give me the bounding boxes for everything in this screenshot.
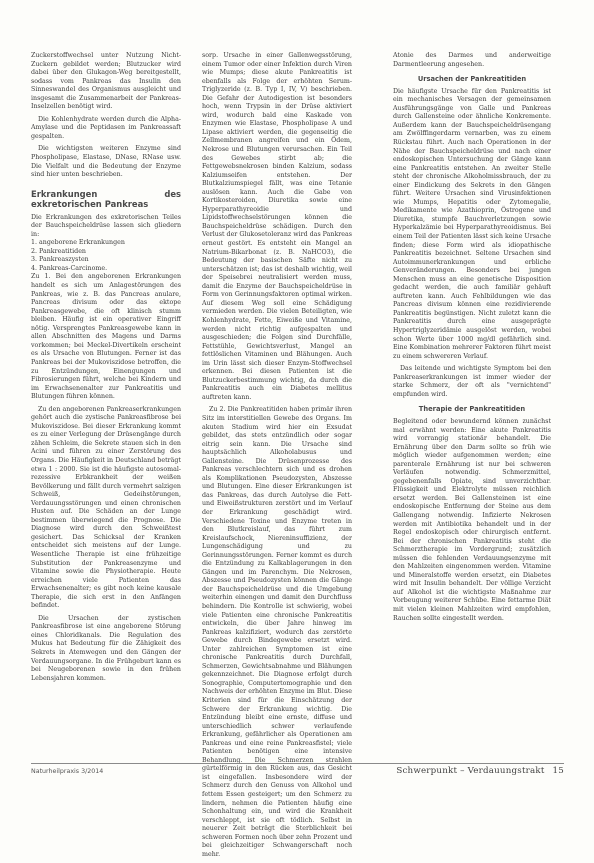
issue-label: Naturheilpraxis 3/2014 — [31, 768, 104, 775]
footer-divider — [31, 763, 564, 764]
paragraph: Die Kohlenhydrate werden durch die Alpha-Amylase und die Peptidasen im Pankreassaft gespalten. — [31, 115, 181, 140]
paragraph: Zuckerstoffwechsel unter Nutzung Nicht-Zuckern gebildet werden; Blutzucker wird dabei über den Glukagon-Weg bereitgestellt, sodass vom Pankreas das Insulin den Sinneswandel des Organismus ausgleicht und insgesamt die Zusammenarbeit der Pankreas-Inselzellen benötigt wird. — [31, 52, 181, 111]
paragraph: Die Ursachen der zystischen Pankreasfibrose ist eine angeborene Störung eines Chloridkanals. Die Regulation des Mukus hat Bedeutung für die Zähigkeit des Sekrets in Atemwegen und den Gängen der Verdauungsorgane. In die Frühgeburt kann es bei Neugeborenen sowie in den frühen Lebensjahren kommen. — [31, 614, 181, 682]
text-column-left — [31, 52, 181, 687]
paragraph: Begleitend oder bewundernd können zunächst mal erwähnt werden: Eine akute Pankreatitis wird vorrangig stationär behandelt. Die Ernährung über den Darm sollte so früh wie möglich wieder aufgenommen werden; eine parenterale Ernährung ist nur bei schweren Verläufen notwendig. Schmerzmittel, gegebenenfalls Opiate, sind unverzichtbar. Flüssigkeit und Elektrolyte müssen reichlich ersetzt werden. Bei Gallensteinen ist eine endoskopische Entfernung der Steine aus dem Gallengang notwendig. Infizierte Nekrosen werden mit Antibiotika behandelt und in der Regel endoskopisch oder chirurgisch entfernt. Bei der chronischen Pankreatitis steht die Schmerztherapie im Vordergrund; zusätzlich müssen die fehlenden Verdauungsenzyme mit den Mahlzeiten eingenommen werden. Vitamine und Mineralstoffe werden ersetzt, ein Diabetes wird mit Insulin behandelt. Der völlige Verzicht auf Alkohol ist die wichtigste Maßnahme zur Vorbeugung weiterer Schübe. Eine fettarme Diät mit vielen kleinen Mahlzeiten wird empfohlen, Rauchen sollte eingestellt werden. — [393, 417, 551, 622]
paragraph: Zu 1. Bei den angeborenen Erkrankungen handelt es sich um Anlagestörungen des Pankreas, wie z. B. das Pancreas anulare, Pancreas divisum oder das ektope Pankreasgewebe, die oft klinisch stumm bleiben. Häufig ist ein operativer Eingriff nötig. Versprengtes Pankreasgewebe kann in allen Abschnitten des Magens und Darms vorkommen; bei Meckel-Divertikeln erscheint es als Ursache von Blutungen. Ferner ist das Pankreas bei der Mukoviszidose betroffen, die zu Entzündungen, Einengungen und Fibrosierungen führt, welche bei Kindern und im Erwachsenenalter zur Pankreatitis und Blutungen führen können. — [31, 273, 181, 401]
section-heading: Erkrankungen des exkretorischen Pankreas — [31, 188, 181, 210]
paragraph: Atonie des Darmes und anderweitige Darmentleerung angesehen. — [393, 52, 551, 68]
disease-list — [31, 239, 181, 273]
list-item: 4. Pankreas-Carcinome. — [31, 264, 108, 272]
running-footer — [396, 766, 564, 776]
paragraph: Die häufigste Ursache für den Pankreatitis ist ein mechanisches Versagen der gemeinsamen Ausführungsgänge von Galle und Pankreas durch Gallensteine oder ähnliche Konkremente. Außerdem kann der Bauchspeicheldrüsengang am Zwölffingerdarm vernarben, was zu einem Rückstau führt. Auch nach Operationen in der Nähe der Bauchspeicheldrüse und nach einer endoskopischen Untersuchung der Gänge kann eine Pankreatitis entstehen. An zweiter Stelle steht der chronische Alkoholmissbrauch, der zu einer Eindickung des Sekrets in den Gängen führt. Weitere Ursachen sind Virusinfektionen wie Mumps, Hepatitis oder Zytomegalie, Medikamente wie Azathioprin, Östrogene und Diuretika, stumpfe Bauchverletzungen sowie Hyperkalzämie bei Hyperparathyreoidismus. Bei einem Teil der Patienten lässt sich keine Ursache finden; diese Form wird als idiopathische Pankreatitis bezeichnet. Seltene Ursachen sind Autoimmunerkrankungen und erbliche Genveränderungen. Besonders bei jungen Menschen muss an eine genetische Disposition gedacht werden, die auch familiär gehäuft auftreten kann. Auch Fehlbildungen wie das Pancreas divisum können eine rezidivierende Pankreatitis begünstigen. Nicht zuletzt kann die Pankreatitis durch eine ausgeprägte Hypertriglyzeridämie ausgelöst werden, wobei schon Werte über 1000 mg/dl gefährlich sind. Eine Kombination mehrerer Faktoren führt meist zu einem schwereren Verlauf. — [393, 87, 551, 360]
paragraph: Die Erkrankungen des exkretorischen Teiles der Bauchspeicheldrüse lassen sich gliedern in: — [31, 213, 181, 238]
text-column-middle — [202, 52, 352, 863]
paragraph: Das leitende und wichtigste Symptom bei den Pankreaserkrankungen ist immer wieder der starke Schmerz, der oft als "vernichtend" empfunden wird. — [393, 365, 551, 398]
page-footer — [0, 763, 594, 783]
text-column-right — [393, 52, 551, 627]
paragraph: Zu 2. Die Pankreatitiden haben primär ihren Sitz im interstitiellen Gewebe des Organs. Im akuten Stadium wird hier ein Exsudat gebildet, das stets entzündlich oder sogar eitrig sein kann. Die Ursache sind hauptsächlich Alkoholabusus und Gallensteine. Die Drüsenprozesse des Pankreas verschlechtern sich und es drohen als Komplikationen Pseudozysten, Abszesse und Blutungen. Eine dieser Erkrankungen ist das Pankreas, das durch Autolyse die Fett- und Eiweißstrukturen zerstört und im Verlauf der Erkrankung geschädigt wird. Verschiedene Toxine und Enzyme treten in den Blutkreislauf, das führt zum Kreislaufschock, Niereninsuffizienz, der Lungenschädigung und zu Gerinnungsstörungen. Ferner kommt es durch die Entzündung zu Kalkablagerungen in den Gängen und im Parenchym. Die Nekrosen, Abszesse und Pseudozysten können die Gänge der Bauchspeicheldrüse und die Umgebung weiterhin einengen und damit den Durchfluss behindern. Die Kontrolle ist schwierig, wobei viele Patienten eine chronische Pankreatitis entwickeln, die über Jahre hinweg im Pankreas kalzifiziert, wodurch das zerstörte Gewebe durch Bindegewebe ersetzt wird. Unter zahlreichen Symptomen ist eine chronische Pankreatitis durch Durchfall, Schmerzen, Gewichtsabnahme und Blähungen gekennzeichnet. Die Diagnose erfolgt durch Sonographie, Computertomographie und den Nachweis der erhöhten Enzyme im Blut. Diese Kriterien sind für die Einschätzung der Schwere der Erkrankung wichtig. Die Entzündung bleibt eine ernste, diffuse und unterschiedlich schwer verlaufende Erkrankung, gefährlicher als Operationen am Pankreas und eine reine Pankreasfistel; viele Patienten benötigen eine intensive Behandlung. Die Schmerzen strahlen gürtelförmig in den Rücken aus, das Gesicht ist eingefallen. Insbesondere wird der Schmerz durch den Genuss von Alkohol und fettem Essen gesteigert; um den Schmerz zu lindern, nehmen die Patienten häufig eine Schonhaltung ein, und wird die Krankheit verschleppt, ist sie oft tödlich. Selbst in neuerer Zeit beträgt die Sterblichkeit bei schweren Formen noch über zehn Prozent und bei gleichzeitiger Schwangerschaft noch mehr. — [202, 406, 352, 858]
paragraph: sorp. Ursache in einer Gallenwegsstörung, einem Tumor oder einer Infektion durch Viren wie Mumps; diese akute Pankreatitis ist ebenfalls als Folge der erhöhten Serum-Triglyzeride (z. B. Typ I, IV, V) beschrieben. Die Gefahr der Autodigestion ist besonders hoch, wenn Trypsin in der Drüse aktiviert wird, wodurch bald eine Kaskade von Enzymen wie Elastase, Phospholipase A und Lipase aktiviert werden, die gegenseitig die Zellmembranen angreifen und ein Ödem, Nekrose und Blutungen verursachen. Ein Teil des Gewebes stirbt ab; die Fettgewebsnekrosen binden Kalzium, sodass Kalziumseifen entstehen. Der Blutkalziumspiegel fällt, was eine Tetanie auslösen kann. Auch die Gabe von Kortikosteroiden, Diuretika sowie eine Hyperparathyreoidie und Lipidstoffwechselstörungen können die Bauchspeicheldrüse schädigen. Durch den Verlust der Glukosetoleranz wird das Pankreas erneut gestört. Es entsteht ein Mangel an Natrium-Bikarbonat (z. B. NaHCO3), die Bedeutung der basischen Säfte nicht zu unterschätzen ist; das ist deshalb wichtig, weil der Speisebrei neutralisiert werden muss, damit die Enzyme der Bauchspeicheldrüse in Form von Gerinnungsfaktoren optimal wirken. Auf diesem Weg soll eine Schädigung vermieden werden. Die vielen Beteiligten, wie Kohlenhydrate, Fette, Eiweiße und Vitamine, werden nicht richtig aufgespalten und ausgeschieden; die Folgen sind Durchfälle, Fettstühle, Gewichtsverlust, Mangel an fettlöslichen Vitaminen und Blähungen. Auch im Urin lässt sich dieser Enzym-Stoffwechsel erkennen. Bei diesen Patienten ist die Blutzuckerbestimmung wichtig, da durch die Pankreatitis auch ein Diabetes mellitus auftreten kann. — [202, 52, 352, 401]
section-heading: Therapie der Pankreatitiden — [418, 405, 526, 414]
section-title: Schwerpunkt – Verdauungstrakt — [396, 766, 545, 776]
page-number: 15 — [552, 766, 564, 776]
section-heading: Ursachen der Pankreatitiden — [417, 75, 527, 84]
paragraph: Die wichtigsten weiteren Enzyme sind Phospholipase, Elastase, DNase, RNase usw. Die Vielfalt und die Bedeutung der Enzyme sind hier unten beschrieben. — [31, 145, 181, 179]
list-item: 2. Pankreatitiden — [31, 247, 86, 255]
list-item: 3. Pankreaszysten — [31, 256, 89, 264]
list-item: 1. angeborene Erkrankungen — [31, 239, 125, 247]
paragraph: Zu den angeborenen Pankreaserkrankungen gehört auch die zystische Pankreasfibrose bei Mukoviszidose. Bei dieser Erkrankung kommt es zu einer Verlegung der Drüsengänge durch zähen Schleim, die Sekrete stauen sich in den Acini und führen zu einer Zerstörung des Organs. Die Häufigkeit in Deutschland beträgt etwa 1 : 2000. Sie ist die häufigste autosomal-rezessive Erbkrankheit der weißen Bevölkerung und fällt durch vermehrt salzigen Schweiß, Gedeihstörungen, Verdauungsstörungen und einen chronischen Husten auf. Die Schäden an der Lunge bestimmen überwiegend die Prognose. Die Diagnose wird durch den Schweißtest gesichert. Das Schicksal der Kranken entscheidet sich meistens auf der Lunge. Wesentliche Therapie ist eine frühzeitige Substitution der Pankreasenzyme und Vitamine sowie die Physiotherapie. Heute erreichen viele Patienten das Erwachsenenalter; es gibt noch keine kausale Therapie, die sich erst in den Anfängen befindet. — [31, 405, 181, 610]
